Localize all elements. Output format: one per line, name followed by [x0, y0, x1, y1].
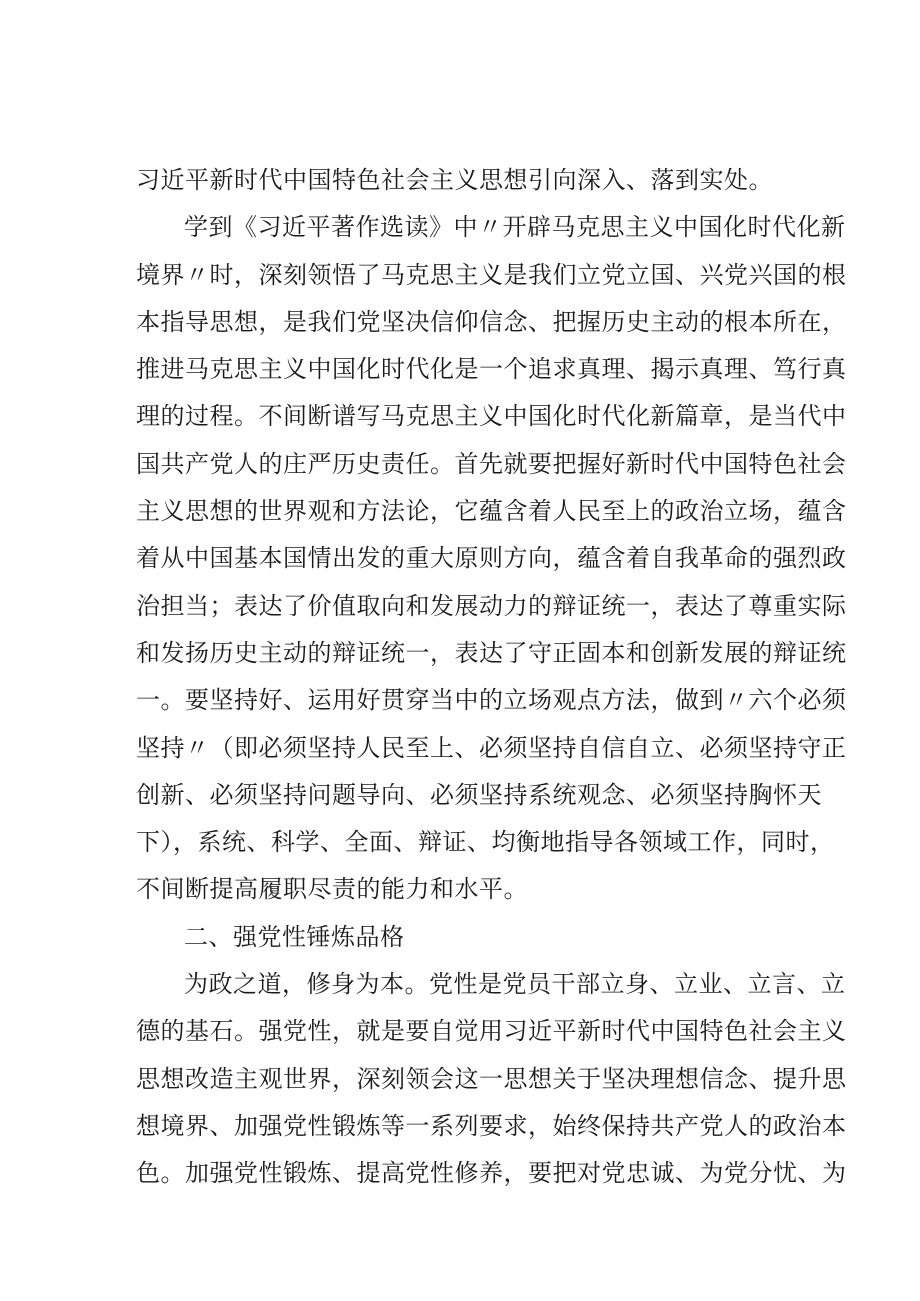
- body-text: [136, 157, 847, 1198]
- text-line: 想境界、加强党性锻炼等一系列要求，始终保持共产党人的政治本: [136, 1111, 847, 1140]
- text-line: 治担当；表达了价值取向和发展动力的辩证统一，表达了尊重实际: [136, 591, 847, 620]
- text-line: 习近平新时代中国特色社会主义思想引向深入、落到实处。: [136, 166, 773, 194]
- section-heading: 二、强党性锤炼品格: [184, 922, 405, 951]
- text-line: 德的基石。强党性，就是要自觉用习近平新时代中国特色社会主义: [136, 1017, 847, 1046]
- text-line: 推进马克思主义中国化时代化是一个追求真理、揭示真理、笃行真: [136, 355, 847, 384]
- text-line: 创新、必须坚持问题导向、必须坚持系统观念、必须坚持胸怀天: [136, 780, 822, 809]
- text-line: 和发扬历史主动的辩证统一，表达了守正固本和创新发展的辩证统: [136, 638, 847, 667]
- text-line: 一。要坚持好、运用好贯穿当中的立场观点方法，做到〃六个必须: [136, 686, 847, 715]
- text-line: 下），系统、科学、全面、辩证、均衡地指导各领域工作，同时，: [136, 828, 835, 857]
- text-line: 思想改造主观世界，深刻领会这一思想关于坚决理想信念、提升思: [136, 1064, 847, 1093]
- text-line: 本指导思想，是我们党坚决信仰信念、把握历史主动的根本所在，: [136, 307, 847, 336]
- text-line: 色。加强党性锻炼、提高党性修养，要把对党忠诚、为党分忧、为: [136, 1159, 847, 1188]
- text-line: 坚持〃（即必须坚持人民至上、必须坚持自信自立、必须坚持守正: [136, 733, 847, 762]
- text-line: 不间断提高履职尽责的能力和水平。: [136, 875, 528, 904]
- paragraph-start-line: 学到《习近平著作选读》中〃开辟马克思主义中国化时代化新: [184, 213, 846, 242]
- text-line: 理的过程。不间断谱写马克思主义中国化时代化新篇章，是当代中: [136, 402, 847, 431]
- text-line: 境界〃时，深刻领悟了马克思主义是我们立党立国、兴党兴国的根: [136, 260, 847, 289]
- text-line: 国共产党人的庄严历史责任。首先就要把握好新时代中国特色社会: [136, 449, 847, 478]
- paragraph-start-line: 为政之道，修身为本。党性是党员干部立身、立业、立言、立: [184, 970, 846, 999]
- text-line: 着从中国基本国情出发的重大原则方向，蕴含着自我革命的强烈政: [136, 544, 847, 573]
- text-line: 主义思想的世界观和方法论，它蕴含着人民至上的政治立场，蕴含: [136, 497, 847, 526]
